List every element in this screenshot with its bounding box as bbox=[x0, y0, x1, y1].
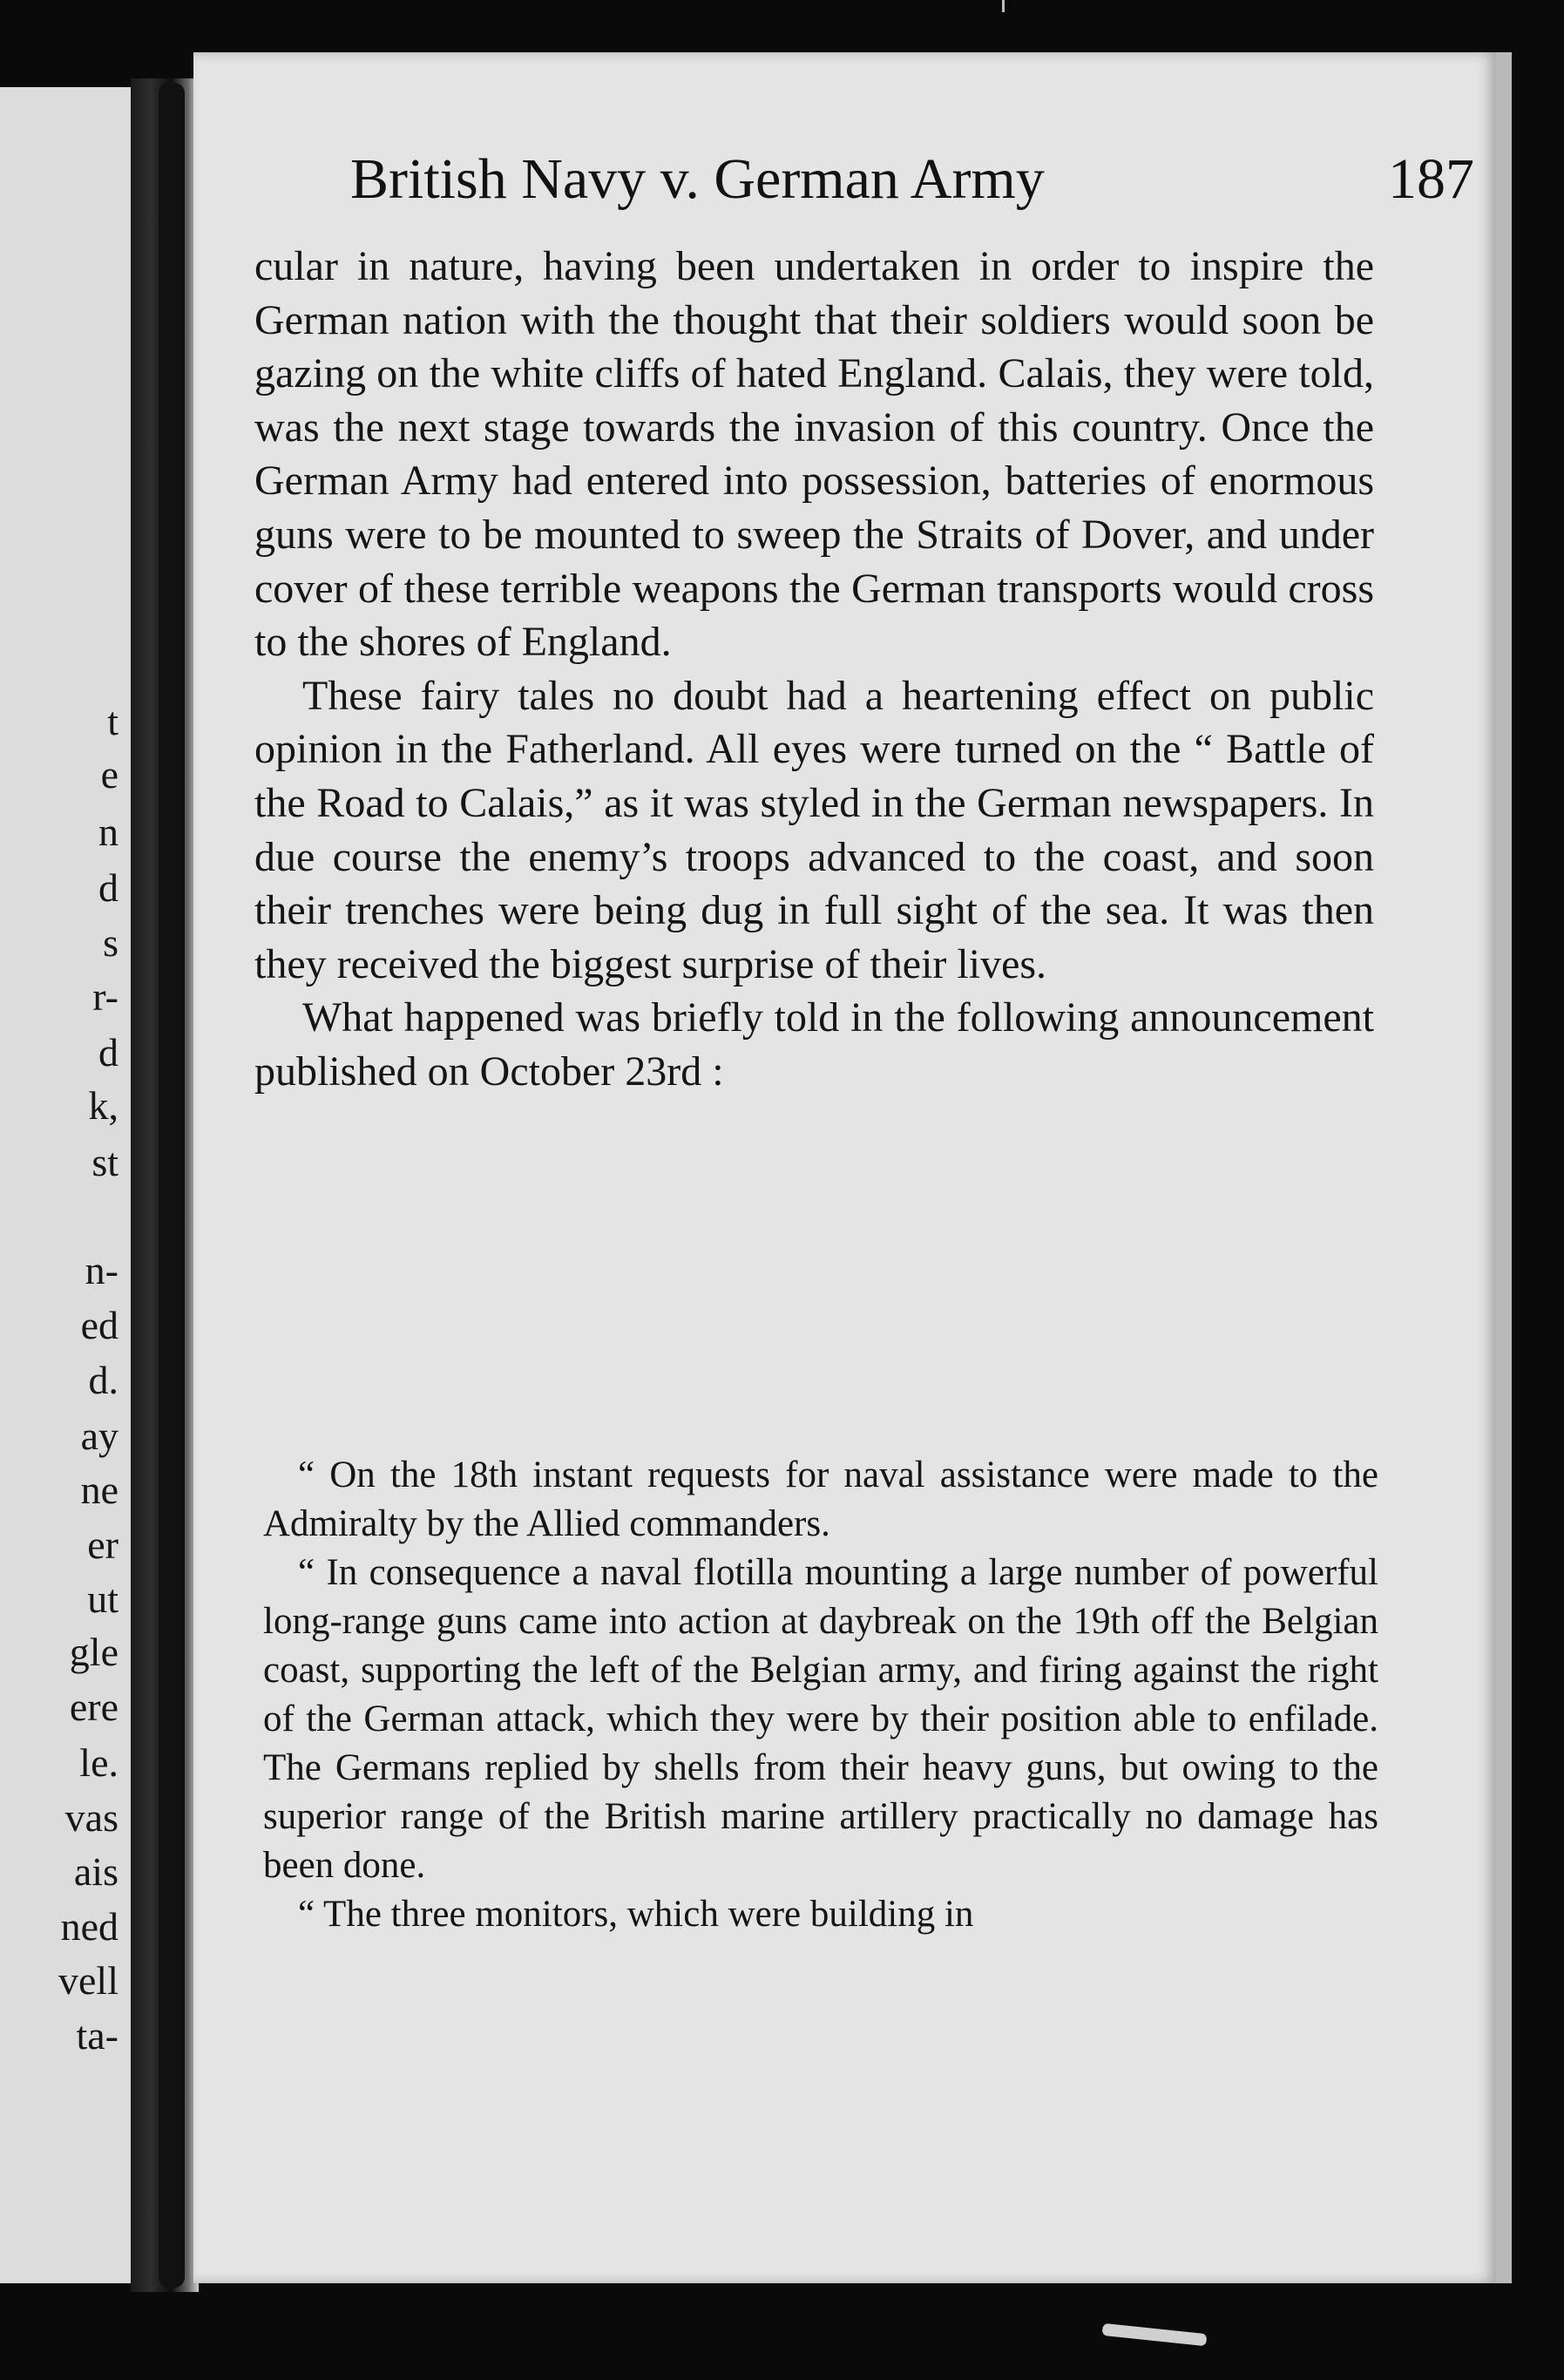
binding-shadow bbox=[159, 83, 185, 2288]
left-page-fragment: ne bbox=[80, 1468, 118, 1512]
left-page-fragment: ais bbox=[73, 1849, 118, 1894]
left-page-fragment: t bbox=[107, 699, 118, 743]
left-page-fragment: er bbox=[87, 1522, 118, 1567]
left-page-fragment: ay bbox=[80, 1414, 118, 1458]
running-head bbox=[350, 146, 1474, 213]
left-page-fragment: e bbox=[100, 752, 118, 797]
left-page-fragment: ut bbox=[87, 1576, 118, 1621]
previous-page-edge bbox=[0, 87, 131, 2283]
book-page bbox=[193, 52, 1496, 2283]
running-head-title: British Navy v. German Army bbox=[350, 147, 1045, 211]
left-page-fragment: ta- bbox=[76, 2013, 118, 2058]
scan-artifact bbox=[1102, 2323, 1208, 2346]
left-page-fragment: n bbox=[98, 810, 118, 854]
left-page-fragment: r- bbox=[92, 974, 118, 1019]
left-page-fragment: n- bbox=[85, 1248, 118, 1292]
left-page-fragment: d bbox=[98, 865, 118, 910]
quote-paragraph-2: “ In consequence a naval flotilla mounting a large number of powerful long-range guns came into action at daybreak on the 19th off the Belgian coast, supporting the left of the Belgian army, and firing against the right of the German attack, which they were by their position able to enfilade. The Germans replied by shells from their heavy guns, but owing to the superior range of the British marine artillery practically no damage has been done. bbox=[263, 1552, 1378, 1886]
left-page-fragment: le. bbox=[79, 1740, 118, 1785]
left-page-fragment: s bbox=[103, 920, 118, 965]
left-page-fragment: vell bbox=[58, 1958, 118, 2003]
left-page-fragment: ere bbox=[69, 1685, 118, 1729]
left-page-fragment: ned bbox=[60, 1904, 118, 1949]
left-page-fragment: d bbox=[98, 1030, 118, 1075]
paragraph-2: These fairy tales no doubt had a heartening effect on public opinion in the Fatherland. All eyes were turned on the “ Battle of the Road to Calais,” as it was styled in the German newspapers. In due course the enemy’s troops advanced to the coast, and soon their trenches were being dug in full sight of the sea. It was then they received the biggest surprise of their lives. bbox=[254, 672, 1374, 987]
body-text bbox=[254, 240, 1374, 1099]
paragraph-3: What happened was briefly told in the following announcement published on October 23rd : bbox=[254, 994, 1374, 1095]
left-page-fragment: k, bbox=[88, 1083, 118, 1128]
left-page-fragment: d. bbox=[88, 1358, 118, 1402]
quoted-announcement bbox=[263, 1451, 1378, 1939]
left-page-fragment: st bbox=[91, 1140, 118, 1184]
left-page-fragment: vas bbox=[64, 1795, 118, 1840]
left-page-fragment: ed bbox=[80, 1303, 118, 1347]
page-number: 187 bbox=[1388, 147, 1474, 211]
page-edge bbox=[1496, 52, 1512, 2283]
scan-artifact bbox=[1002, 0, 1005, 12]
quote-paragraph-3: “ The three monitors, which were building in bbox=[298, 1894, 974, 1935]
left-page-fragment: gle bbox=[69, 1630, 118, 1674]
quote-paragraph-1: “ On the 18th instant requests for naval assistance were made to the Admiralty by the Allied commanders. bbox=[263, 1454, 1378, 1544]
paragraph-1: cular in nature, having been undertaken in order to inspire the German nation with the thought that their soldiers would soon be gazing on the white cliffs of hated England. Calais, they were told, was the next stage towards the invasion of this country. Once the German Army had entered into possession, batteries of enormous guns were to be mounted to sweep the Straits of Dover, and under cover of these terrible weapons the German transports would cross to the shores of England. bbox=[254, 243, 1374, 666]
